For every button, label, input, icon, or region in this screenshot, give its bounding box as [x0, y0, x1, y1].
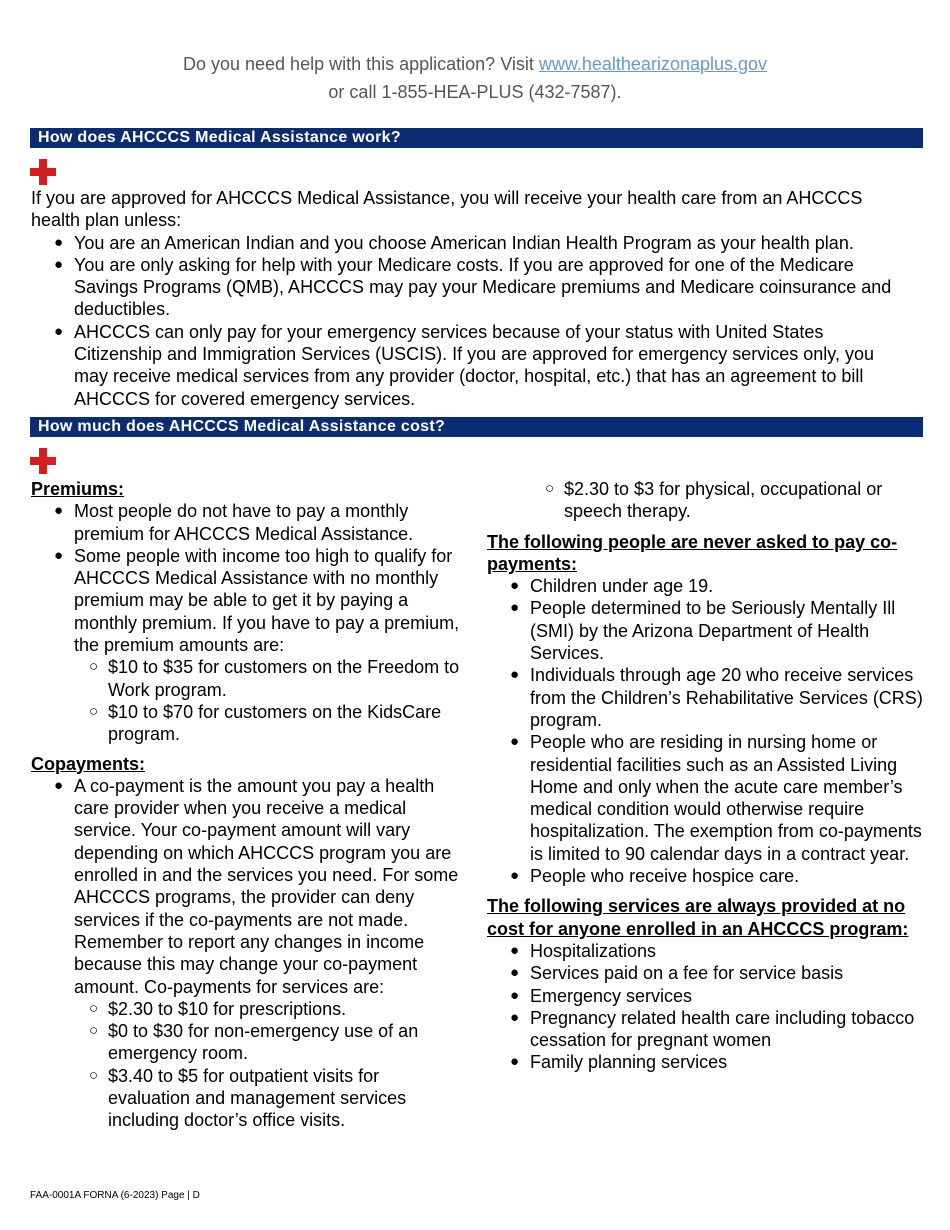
list-item: [31, 775, 463, 1132]
list-item: [31, 545, 463, 746]
page-footer: FAA-0001A FORNA (6-2023) Page | D: [30, 1190, 200, 1201]
list-item: ● AHCCCS can only pay for your emergency services because of your status with United States Citizenship and Immigration Services (USCIS). If you are approved for emergency services only, you may receive medical services from any provider (doctor, hospital, etc.) that has an agreement to bill AHCCCS for covered emergency services.: [31, 321, 911, 410]
list-item: ● Services paid on a fee for service basis: [487, 962, 923, 984]
list-item-text: Some people with income too high to qualify for AHCCCS Medical Assistance with no monthly premium may be able to get it by paying a monthly premium. If you have to pay a premium, the premium amounts are:: [74, 545, 460, 656]
copayments-heading: Copayments:: [31, 753, 146, 774]
list-item: ● Emergency services: [487, 985, 923, 1007]
list-item: ● Pregnancy related health care including tobacco cessation for pregnant women: [487, 1007, 923, 1052]
section-heading-cost: How much does AHCCCS Medical Assistance cost?: [30, 417, 923, 437]
copay-amounts-list: [74, 998, 463, 1132]
section-heading-how-it-works: How does AHCCCS Medical Assistance work?: [30, 128, 923, 148]
sub-list-item: ○ $10 to $35 for customers on the Freedom to Work program.: [74, 656, 463, 701]
right-column: [487, 478, 923, 1074]
list-item: ● Children under age 19.: [487, 575, 923, 597]
list-item: ● You are only asking for help with your Medicare costs. If you are approved for one of the Medicare Savings Programs (QMB), AHCCCS may pay your Medicare premiums and Medicare coinsurance and deductibles.: [31, 254, 911, 321]
no-cost-heading: The following services are always provided at no cost for anyone enrolled in an AHCCCS program:: [487, 896, 909, 939]
sub-list-item: ○ $2.30 to $3 for physical, occupational or speech therapy.: [530, 478, 923, 523]
help-phone: or call 1-855-HEA-PLUS (432-7587).: [328, 82, 622, 102]
section1-intro: If you are approved for AHCCCS Medical Assistance, you will receive your health care from an AHCCCS health plan unless:: [31, 188, 863, 231]
help-text: Do you need help with this application? Visit: [182, 54, 539, 74]
help-link[interactable]: www.healthearizonaplus.gov: [538, 54, 768, 74]
section1-list: [31, 232, 911, 410]
help-banner: [0, 50, 950, 106]
sub-list-item: ○ $10 to $70 for customers on the KidsCare program.: [74, 701, 463, 746]
premium-amounts-list: [74, 656, 463, 745]
left-column: [31, 478, 463, 1132]
premiums-heading: Premiums:: [31, 479, 125, 499]
list-item: ● People determined to be Seriously Mentally Ill (SMI) by the Arizona Department of Health Services.: [487, 597, 923, 664]
list-item: ● Individuals through age 20 who receive services from the Children’s Rehabilitative Services (CRS) program.: [487, 664, 923, 731]
list-item: ● Most people do not have to pay a monthly premium for AHCCCS Medical Assistance.: [31, 500, 463, 545]
never-pay-list: [487, 575, 923, 887]
copay-amounts-list-continued: [487, 478, 923, 523]
sub-list-item: ○ $3.40 to $5 for outpatient visits for evaluation and management services including doctor’s office visits.: [74, 1065, 463, 1132]
list-item: ● People who receive hospice care.: [487, 865, 923, 887]
list-item: ● You are an American Indian and you choose American Indian Health Program as your health plan.: [31, 232, 911, 254]
list-item-text: A co-payment is the amount you pay a health care provider when you receive a medical service. Your co-payment amount will vary depending on which AHCCCS program you are enrolled in and the services you need. For some AHCCCS programs, the provider can deny services if the co-payments are not made. Remember to report any changes in income because this may change your co-payment amount. Co-payments for services are:: [74, 775, 459, 997]
medical-cross-icon: [30, 159, 56, 185]
sub-list-item: ○ $2.30 to $10 for prescriptions.: [74, 998, 463, 1020]
premiums-list: [31, 500, 463, 745]
sub-list-item: ○ $0 to $30 for non-emergency use of an emergency room.: [74, 1020, 463, 1065]
list-item: ● Family planning services: [487, 1051, 923, 1073]
never-pay-heading: The following people are never asked to pay co-payments:: [487, 531, 898, 574]
copayments-list: [31, 775, 463, 1132]
medical-cross-icon: [30, 448, 56, 474]
list-item: ● Hospitalizations: [487, 940, 923, 962]
no-cost-list: [487, 940, 923, 1074]
list-item: ● People who are residing in nursing home or residential facilities such as an Assisted Living Home and only when the acute care member’s medical condition would otherwise require hospitalization. The exemption from co-payments is limited to 90 calendar days in a contract year.: [487, 731, 923, 865]
section1-body: [31, 187, 911, 410]
